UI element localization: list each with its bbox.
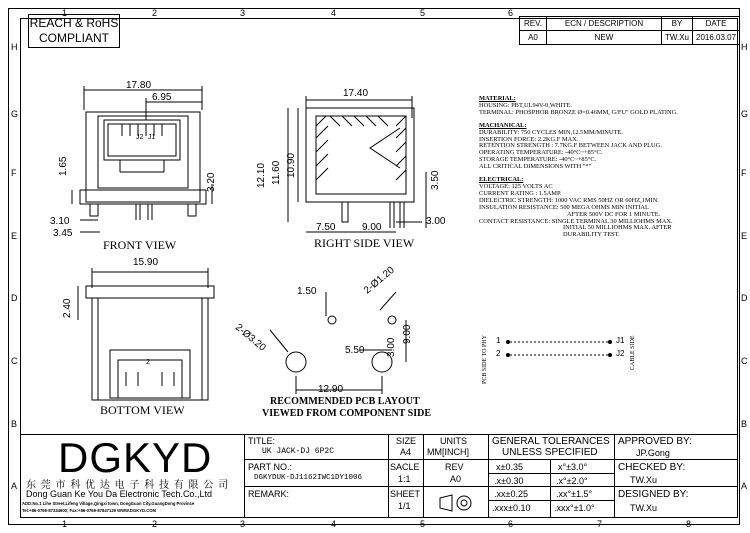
by-header: BY — [662, 17, 693, 31]
bottom-view-title: BOTTOM VIEW — [100, 403, 185, 417]
right-dim-height-a: 12.10 — [256, 162, 267, 188]
front-dim-height-b: 3.20 — [206, 172, 217, 192]
ecn-header: ECN / DESCRIPTION — [547, 17, 662, 31]
units-value: MM[INCH] — [427, 447, 469, 457]
ecn-cell: NEW — [547, 31, 662, 45]
row-label: E — [741, 231, 748, 241]
projection-symbol-icon — [436, 492, 476, 514]
row-label: E — [11, 231, 18, 241]
row-label: F — [11, 168, 17, 178]
pcb-dim-vertical-b: 9.00 — [402, 324, 413, 344]
rev-cell: A0 — [520, 31, 547, 45]
column-label: 1 — [62, 519, 68, 529]
notes-line: INITIAL 50 MILLIOHMS MAX. AFTER — [563, 224, 672, 232]
pcb-dim-vertical-a: 3.00 — [386, 337, 397, 357]
company-contact: Tel:+86-0769-87334600; Fax:+86-0769-87847129 WWW.DGKYD.COM — [22, 508, 156, 513]
tolerance-angular: .x°±2.0° — [556, 476, 588, 486]
row-label: H — [741, 42, 748, 52]
column-label: 5 — [420, 519, 426, 529]
pcb-title-line1: RECOMMENDED PCB LAYOUT — [270, 396, 420, 407]
front-view-title: FRONT VIEW — [103, 238, 177, 252]
tolerance-title-1: GENERAL TOLERANCES — [492, 436, 610, 447]
by-cell: TW.Xu — [662, 31, 693, 45]
rev-label: REV — [445, 462, 464, 472]
part-value: DGKYDUK-DJ1162IWC1DY1006 — [254, 474, 363, 482]
notes-line: RETENTION STRENGTH : 7.7KG.F BETWEEN JACK AND PLUG. — [479, 142, 662, 150]
scale-value: 1:1 — [398, 474, 411, 484]
date-cell: 2016.03.07 — [693, 31, 740, 45]
pcb-title-line2: VIEWED FROM COMPONENT SIDE — [262, 408, 431, 419]
row-label: A — [11, 481, 18, 491]
pcb-dim-width: 12.90 — [318, 384, 344, 395]
notes-line: VOLTAGE: 125 VOLTS AC — [479, 182, 553, 190]
row-label: B — [11, 419, 18, 429]
row-label: B — [741, 419, 748, 429]
row-label: H — [11, 42, 18, 52]
front-dim-height-a: 1.65 — [58, 156, 69, 176]
approved-value: JP.Gong — [636, 448, 670, 458]
column-label: 6 — [508, 8, 514, 18]
tolerance-linear: .xx±0.25 — [494, 489, 528, 499]
schematic-right-label: CABLE SIDE — [630, 335, 636, 370]
front-dim-pitch: 3.45 — [53, 228, 73, 239]
title-label: TITLE: — [248, 436, 276, 446]
row-label: C — [741, 356, 748, 366]
notes-mechanical-heading: MACHANICAL: — [479, 121, 527, 129]
compliance-line-2: COMPLIANT — [38, 31, 109, 45]
notes-line: STORAGE TEMPERATURE: -40°C~+85°C. — [479, 156, 597, 164]
schematic-drawing — [488, 322, 628, 392]
approved-label: APPROVED BY: — [618, 436, 692, 447]
compliance-box — [28, 14, 120, 48]
row-label: F — [741, 168, 747, 178]
row-label: A — [741, 481, 748, 491]
designed-value: TW.Xu — [630, 503, 658, 513]
title-value: UK JACK-DJ 6P2C — [262, 447, 335, 456]
sheet-value: 1/1 — [398, 501, 411, 511]
pcb-dim-offset: 1.50 — [297, 286, 317, 297]
pcb-dim-small-hole: 2-Ø1.20 — [362, 264, 397, 297]
part-label: PART NO.: — [248, 462, 293, 472]
column-label: 7 — [597, 519, 603, 529]
notes-line: INSERTION FORCE: 2.2KG.F MAX. — [479, 135, 579, 143]
column-label: 8 — [686, 519, 692, 529]
right-dim-b: 9.00 — [362, 222, 382, 233]
schematic-pin1: 1 — [496, 336, 501, 345]
right-dim-height-b: 11.60 — [271, 160, 282, 185]
front-label-j1: J1 — [148, 134, 156, 141]
notes-electrical-heading: ELECTRICAL: — [479, 176, 524, 184]
company-name-cn: 东 莞 市 科 优 达 电 子 科 技 有 限 公 司 — [26, 480, 230, 491]
row-label: G — [11, 109, 19, 119]
tolerance-linear: x±0.35 — [496, 462, 523, 472]
tolerance-angular: x°±3.0° — [558, 462, 588, 472]
revision-table — [519, 16, 740, 45]
remark-label: REMARK: — [248, 489, 290, 499]
column-label: 2 — [152, 519, 158, 529]
front-dim-offset: 6.95 — [152, 92, 172, 103]
company-name-en: Dong Guan Ke You Da Electronic Tech.Co.,Ltd — [26, 489, 212, 499]
front-dim-hole: 3.10 — [50, 216, 70, 227]
rev-header: REV. — [520, 17, 547, 31]
row-label: D — [11, 293, 18, 303]
column-label: 4 — [331, 8, 337, 18]
notes-line: DURABILITY: 750 CYCLES MIN,12.5MM/MINUTE. — [479, 128, 623, 136]
right-dim-height-d: 3.50 — [430, 170, 441, 190]
units-label: UNITS — [440, 436, 467, 446]
company-logo: DGKYD — [58, 434, 213, 481]
row-label: C — [11, 356, 18, 366]
checked-value: TW.Xu — [630, 475, 658, 485]
date-header: DATE — [693, 17, 740, 31]
pcb-dim-large-hole: 2-Ø3.20 — [232, 322, 268, 354]
column-label: 3 — [240, 519, 246, 529]
right-dim-height-c: 10.90 — [286, 152, 297, 178]
checked-label: CHECKED BY: — [618, 462, 686, 473]
notes-line: TERMINAL: PHOSPHOR BRONZE Ø=0.46MM, G/FU" GOLD PLATING. — [479, 108, 678, 116]
scale-label: SACLE — [390, 462, 420, 472]
column-label: 3 — [240, 8, 246, 18]
column-label: 5 — [420, 8, 426, 18]
pcb-large-hole-left — [286, 352, 306, 372]
tolerance-title-2: UNLESS SPECIFIED — [502, 447, 598, 458]
notes-line: DIELECTRIC STRENGTH: 1000 VAC RMS 50HZ OR 60HZ,1MIN. — [479, 196, 659, 204]
column-label: 4 — [331, 519, 337, 529]
schematic-j2: J2 — [616, 349, 625, 358]
right-dim-c: 3.00 — [426, 216, 446, 227]
notes-line: CONTACT RESISTANCE: SINGLE TERMINAL 30 MILLIOHMS MAX. — [479, 217, 673, 225]
schematic-left-label: PCB SIDE TO PHY — [482, 335, 488, 384]
pcb-small-hole-left — [328, 316, 336, 324]
schematic-j1: J1 — [616, 336, 625, 345]
tolerance-angular: .xxx°±1.0° — [554, 503, 595, 513]
spec-notes — [479, 96, 729, 239]
schematic-pin2: 2 — [496, 349, 501, 358]
notes-line: INSULATION RESISTANCE: 500 MEGA OHMS MIN INITIAL — [479, 203, 649, 211]
front-dim-width: 17.80 — [126, 80, 152, 91]
notes-line: HOUSING: PBT,UL94V-0,WHITE. — [479, 101, 573, 109]
bottom-dim-width: 15.90 — [133, 257, 159, 268]
bottom-view-drawing — [70, 260, 230, 410]
bottom-pin-label: 2 — [146, 359, 150, 366]
sheet-label: SHEET — [390, 489, 421, 499]
notes-line: AFTER 500V DC FOR 1 MINUTE. — [567, 210, 661, 218]
compliance-line-1: REACH & RoHS — [29, 16, 119, 30]
column-label: 2 — [152, 8, 158, 18]
notes-material-heading: MATERIAL: — [479, 95, 516, 102]
notes-line: ALL CRITICAL DIMENSIONS WITH "*" — [479, 163, 592, 171]
pcb-dim-spacing: 5.50 — [345, 345, 365, 356]
bottom-dim-height: 2.40 — [62, 298, 73, 318]
column-label: 6 — [508, 519, 514, 529]
pcb-small-hole-right — [388, 316, 396, 324]
designed-label: DESIGNED BY: — [618, 489, 689, 500]
front-label-j2: J2 — [136, 134, 144, 141]
rev-value: A0 — [450, 474, 462, 484]
row-label: G — [741, 109, 749, 119]
notes-line: CURRENT RATING : 1.5AMP. — [479, 189, 562, 197]
tolerance-angular: .xx°±1.5° — [556, 489, 593, 499]
tolerance-linear: .xxx±0.10 — [492, 503, 531, 513]
pcb-layout-drawing — [260, 272, 440, 402]
company-address: ADD:No.1 Lihe Street,Lifeng Village,Qingxi town, DongGuan City,GuangDong Province — [22, 501, 195, 506]
right-dim-a: 7.50 — [316, 222, 336, 233]
size-value: A4 — [400, 447, 412, 457]
right-view-title: RIGHT SIDE VIEW — [314, 236, 415, 250]
tolerance-linear: .x±0.30 — [494, 476, 524, 486]
right-dim-length: 17.40 — [343, 88, 369, 99]
row-label: D — [741, 293, 748, 303]
notes-line: DURABILITY TEST. — [563, 231, 620, 239]
column-label: 1 — [62, 8, 68, 18]
size-label: SIZE — [396, 436, 417, 446]
notes-line: OPERATING TEMPERATURE: -40°C~+85°C. — [479, 149, 603, 157]
